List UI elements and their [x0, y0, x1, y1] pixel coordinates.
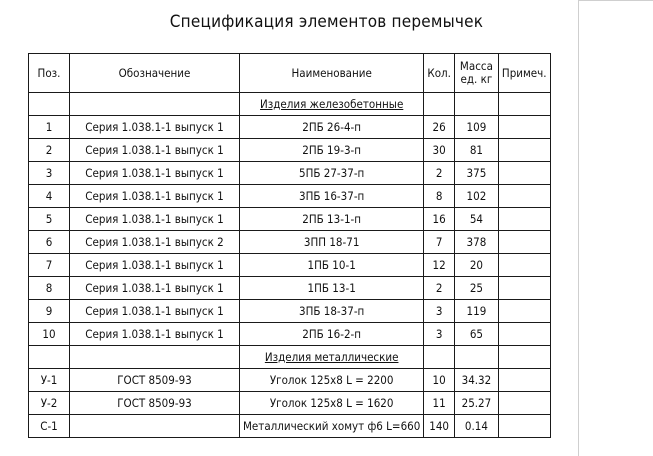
cell-qty: 3: [424, 323, 455, 346]
cell-qty: 7: [424, 231, 455, 254]
cell-mass: 375: [454, 162, 498, 185]
cell-designation: Серия 1.038.1-1 выпуск 1: [70, 300, 240, 323]
table-header: [29, 54, 551, 93]
cell-designation: Серия 1.038.1-1 выпуск 1: [70, 323, 240, 346]
cell-qty: 30: [424, 139, 455, 162]
table-row: [29, 231, 551, 254]
cell-name: 3ПБ 16-37-п: [240, 185, 424, 208]
section-qty-cell: [424, 93, 455, 116]
cell-designation: Серия 1.038.1-1 выпуск 2: [70, 231, 240, 254]
cell-pos: 6: [29, 231, 70, 254]
section-title: Изделия железобетонные: [260, 97, 404, 111]
cell-mass: 81: [454, 139, 498, 162]
cell-note: [498, 369, 550, 392]
cell-name: 2ПБ 19-3-п: [240, 139, 424, 162]
section-title-cell: [240, 346, 424, 369]
cell-note: [498, 254, 550, 277]
cell-mass: 54: [454, 208, 498, 231]
cell-designation: Серия 1.038.1-1 выпуск 1: [70, 185, 240, 208]
cell-mass: 34.32: [454, 369, 498, 392]
header-mass: [454, 54, 498, 93]
sheet-border-top: [578, 0, 653, 1]
section-mass-cell: [454, 93, 498, 116]
table-row: [29, 185, 551, 208]
cell-note: [498, 185, 550, 208]
cell-mass: 0.14: [454, 415, 498, 438]
section-row: [29, 93, 551, 116]
table-row: [29, 369, 551, 392]
cell-designation: Серия 1.038.1-1 выпуск 1: [70, 162, 240, 185]
sheet-border: [578, 0, 579, 456]
specification-table: [28, 53, 551, 438]
document-title: Спецификация элементов перемычек: [169, 12, 484, 32]
cell-qty: 12: [424, 254, 455, 277]
cell-pos: 10: [29, 323, 70, 346]
cell-note: [498, 392, 550, 415]
cell-designation: Серия 1.038.1-1 выпуск 1: [70, 277, 240, 300]
cell-pos: С-1: [29, 415, 70, 438]
cell-designation: Серия 1.038.1-1 выпуск 1: [70, 254, 240, 277]
header-name: Наименование: [240, 54, 424, 93]
cell-note: [498, 300, 550, 323]
table-row: [29, 392, 551, 415]
table-row: [29, 162, 551, 185]
cell-name: 1ПБ 10-1: [240, 254, 424, 277]
table-row: [29, 139, 551, 162]
section-designation-cell: [70, 93, 240, 116]
cell-name: Уголок 125х8 L = 2200: [240, 369, 424, 392]
cell-designation: Серия 1.038.1-1 выпуск 1: [70, 116, 240, 139]
cell-qty: 16: [424, 208, 455, 231]
section-mass-cell: [454, 346, 498, 369]
cell-name: Уголок 125х8 L = 1620: [240, 392, 424, 415]
table-row: [29, 277, 551, 300]
cell-designation: ГОСТ 8509-93: [70, 392, 240, 415]
cell-mass: 109: [454, 116, 498, 139]
cell-qty: 11: [424, 392, 455, 415]
table-row: [29, 254, 551, 277]
section-title-cell: [240, 93, 424, 116]
cell-qty: 8: [424, 185, 455, 208]
section-qty-cell: [424, 346, 455, 369]
cell-note: [498, 323, 550, 346]
cell-mass: 20: [454, 254, 498, 277]
section-pos-cell: [29, 346, 70, 369]
cell-pos: 1: [29, 116, 70, 139]
table-row: [29, 208, 551, 231]
cell-note: [498, 116, 550, 139]
table-row: [29, 323, 551, 346]
cell-mass: 25: [454, 277, 498, 300]
cell-name: Металлический хомут ф6 L=660: [240, 415, 424, 438]
section-title: Изделия металлические: [264, 350, 399, 364]
cell-note: [498, 231, 550, 254]
cell-mass: 378: [454, 231, 498, 254]
cell-mass: 102: [454, 185, 498, 208]
cell-pos: 7: [29, 254, 70, 277]
header-pos: Поз.: [29, 54, 70, 93]
section-row: [29, 346, 551, 369]
cell-pos: 3: [29, 162, 70, 185]
cell-name: 2ПБ 16-2-п: [240, 323, 424, 346]
header-note: Примеч.: [498, 54, 550, 93]
cell-designation: [70, 415, 240, 438]
cell-name: 2ПБ 26-4-п: [240, 116, 424, 139]
cell-pos: 2: [29, 139, 70, 162]
cell-qty: 2: [424, 277, 455, 300]
cell-note: [498, 162, 550, 185]
header-mass-line2: ед. кг: [460, 72, 493, 86]
cell-name: 2ПБ 13-1-п: [240, 208, 424, 231]
cell-name: 5ПБ 27-37-п: [240, 162, 424, 185]
cell-note: [498, 208, 550, 231]
cell-designation: Серия 1.038.1-1 выпуск 1: [70, 208, 240, 231]
header-mass-line1: Масса: [459, 59, 493, 73]
section-note-cell: [498, 93, 550, 116]
cell-mass: 119: [454, 300, 498, 323]
cell-pos: У-1: [29, 369, 70, 392]
section-note-cell: [498, 346, 550, 369]
header-designation: Обозначение: [70, 54, 240, 93]
cell-pos: У-2: [29, 392, 70, 415]
cell-qty: 140: [424, 415, 455, 438]
cell-note: [498, 415, 550, 438]
cell-qty: 2: [424, 162, 455, 185]
cell-mass: 65: [454, 323, 498, 346]
cell-note: [498, 139, 550, 162]
table-row: [29, 116, 551, 139]
cell-pos: 9: [29, 300, 70, 323]
cell-designation: Серия 1.038.1-1 выпуск 1: [70, 139, 240, 162]
cell-pos: 8: [29, 277, 70, 300]
section-pos-cell: [29, 93, 70, 116]
table-body: [29, 93, 551, 438]
cell-mass: 25.27: [454, 392, 498, 415]
cell-qty: 10: [424, 369, 455, 392]
cell-designation: ГОСТ 8509-93: [70, 369, 240, 392]
table-row: [29, 415, 551, 438]
table-row: [29, 300, 551, 323]
cell-qty: 26: [424, 116, 455, 139]
cell-pos: 4: [29, 185, 70, 208]
cell-name: 3ПБ 18-37-п: [240, 300, 424, 323]
header-qty: Кол.: [424, 54, 455, 93]
cell-pos: 5: [29, 208, 70, 231]
section-designation-cell: [70, 346, 240, 369]
cell-qty: 3: [424, 300, 455, 323]
cell-name: 3ПП 18-71: [240, 231, 424, 254]
cell-note: [498, 277, 550, 300]
cell-name: 1ПБ 13-1: [240, 277, 424, 300]
